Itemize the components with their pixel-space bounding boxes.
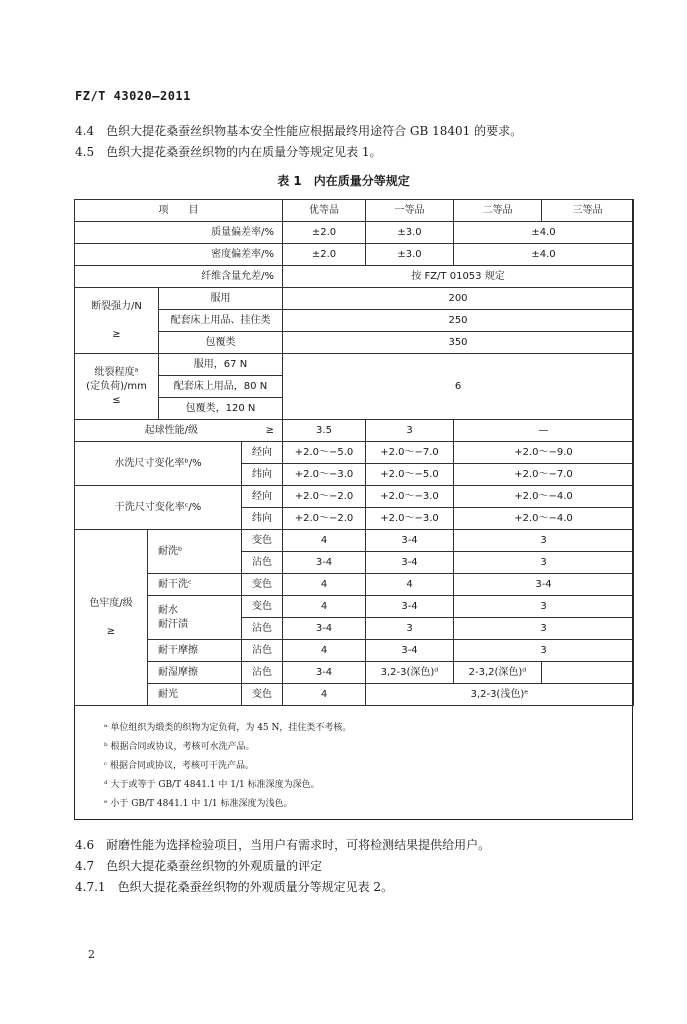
sub-label: 耐光 xyxy=(148,684,242,706)
cell: ±2.0 xyxy=(283,222,366,244)
cell: 3-4 xyxy=(366,530,454,552)
clause-4-7-1 xyxy=(75,878,393,895)
row-label: 质量偏差率/% xyxy=(75,222,283,244)
table-row xyxy=(75,420,634,442)
row-label xyxy=(75,420,283,442)
label-text: 断裂强力/N xyxy=(91,300,142,312)
cell: +2.0～−3.0 xyxy=(283,464,366,486)
table-row xyxy=(75,530,634,552)
clause-number: 4.7.1 xyxy=(75,880,106,894)
cell: +2.0～−4.0 xyxy=(454,486,634,508)
sub-label: 配套床上用品，80 N xyxy=(159,376,283,398)
clause-text: 色织大提花桑蚕丝织物的外观质量分等规定见表 2。 xyxy=(117,880,394,894)
cell: ±2.0 xyxy=(283,244,366,266)
table-row xyxy=(75,684,634,706)
clause-number: 4.6 xyxy=(75,838,95,852)
cell: 4 xyxy=(283,684,366,706)
cell: 3-4 xyxy=(366,552,454,574)
sub-label: 沾色 xyxy=(242,618,283,640)
label-text: 色牢度/级 xyxy=(89,597,133,609)
table-row xyxy=(75,222,634,244)
sub-label: 耐湿摩擦 xyxy=(148,662,242,684)
table-row xyxy=(75,662,634,684)
sub-label: 变色 xyxy=(242,684,283,706)
cell: 3 xyxy=(454,640,634,662)
sub-label: 纬向 xyxy=(242,508,283,530)
cell: — xyxy=(454,420,634,442)
table-row xyxy=(75,332,634,354)
sub-label: 包覆类 xyxy=(159,332,283,354)
label-text: 纰裂程度ᵃ xyxy=(94,366,139,378)
header-item: 项 目 xyxy=(75,200,283,222)
row-label xyxy=(75,530,148,706)
label-text: 耐水 xyxy=(158,604,178,616)
sub-label: 变色 xyxy=(242,530,283,552)
table-caption: 表 1 内在质量分等规定 xyxy=(277,174,410,188)
clause-4-5 xyxy=(75,143,382,160)
sub-label: 服用，67 N xyxy=(159,354,283,376)
clause-text: 色织大提花桑蚕丝织物的内在质量分等规定见表 1。 xyxy=(106,145,382,159)
label-text: ≥ xyxy=(112,328,121,340)
cell: 3-4 xyxy=(366,596,454,618)
cell: +2.0～−3.0 xyxy=(366,508,454,530)
cell xyxy=(542,662,634,684)
footnote: ᵈ 大于或等于 GB/T 4841.1 中 1/1 标准深度为深色。 xyxy=(104,780,320,790)
sub-label: 经向 xyxy=(242,486,283,508)
sub-label: 服用 xyxy=(159,288,283,310)
ge-sign: ≥ xyxy=(265,424,274,436)
sub-label: 耐干洗ᶜ xyxy=(148,574,242,596)
cell: 350 xyxy=(283,332,634,354)
footnote: ᵇ 根据合同或协议，考核可水洗产品。 xyxy=(104,742,255,752)
cell: 3 xyxy=(366,420,454,442)
row-label: 密度偏差率/% xyxy=(75,244,283,266)
clause-4-4 xyxy=(75,122,522,139)
cell: 200 xyxy=(283,288,634,310)
footnote: ᶜ 根据合同或协议，考核可干洗产品。 xyxy=(104,761,254,771)
cell: +2.0～−2.0 xyxy=(283,486,366,508)
quality-table xyxy=(74,199,634,706)
label-text: ≥ xyxy=(106,625,116,637)
sub-label: 配套床上用品、挂住类 xyxy=(159,310,283,332)
footnote: ᵉ 小于 GB/T 4841.1 中 1/1 标准深度为浅色。 xyxy=(104,799,293,809)
header-grade: 一等品 xyxy=(366,200,454,222)
cell: +2.0～−7.0 xyxy=(366,442,454,464)
clause-4-7 xyxy=(75,857,322,874)
cell: 3-4 xyxy=(366,640,454,662)
row-label xyxy=(75,354,159,420)
sub-label: 耐干摩擦 xyxy=(148,640,242,662)
cell: ±3.0 xyxy=(366,222,454,244)
cell: 2-3,2(深色)ᵈ xyxy=(454,662,542,684)
row-label xyxy=(75,288,159,354)
cell: 4 xyxy=(283,574,366,596)
sub-label: 经向 xyxy=(242,442,283,464)
cell: +2.0～−3.0 xyxy=(366,486,454,508)
table-row xyxy=(75,310,634,332)
cell: ±3.0 xyxy=(366,244,454,266)
table-row xyxy=(75,244,634,266)
clause-number: 4.5 xyxy=(75,145,95,159)
table-row xyxy=(75,354,634,376)
cell: +2.0～−4.0 xyxy=(454,508,634,530)
header-grade: 二等品 xyxy=(454,200,542,222)
table-row xyxy=(75,640,634,662)
cell: 250 xyxy=(283,310,634,332)
sub-label: 纬向 xyxy=(242,464,283,486)
cell: 4 xyxy=(366,574,454,596)
sub-label: 沾色 xyxy=(242,640,283,662)
cell: 4 xyxy=(283,530,366,552)
table-row xyxy=(75,442,634,464)
table-row xyxy=(75,574,634,596)
label-text: 耐汗渍 xyxy=(158,618,188,630)
cell: 3-4 xyxy=(283,552,366,574)
row-label: 干洗尺寸变化率ᶜ/% xyxy=(75,486,242,530)
row-label: 纤维含量允差/% xyxy=(75,266,283,288)
label-text: (定负荷)/mm ≤ xyxy=(86,380,157,406)
cell: 3.5 xyxy=(283,420,366,442)
footnote: ᵃ 单位组织为缎类的织物为定负荷，为 45 N，挂住类不考核。 xyxy=(104,723,352,733)
sub-label: 耐洗ᵇ xyxy=(148,530,242,574)
sub-label xyxy=(148,596,242,640)
sub-label: 变色 xyxy=(242,574,283,596)
cell: 3 xyxy=(454,618,634,640)
page-number: 2 xyxy=(88,948,95,961)
clause-text: 耐磨性能为选择检验项目，当用户有需求时，可将检测结果提供给用户。 xyxy=(106,838,491,852)
cell: +2.0～−7.0 xyxy=(454,464,634,486)
label-text: 起球性能/级 xyxy=(144,424,198,436)
cell: +2.0～−9.0 xyxy=(454,442,634,464)
cell: 4 xyxy=(283,640,366,662)
sub-label: 包覆类，120 N xyxy=(159,398,283,420)
sub-label: 变色 xyxy=(242,596,283,618)
row-label: 水洗尺寸变化率ᵇ/% xyxy=(75,442,242,486)
table-row xyxy=(75,486,634,508)
cell: 按 FZ/T 01053 规定 xyxy=(283,266,634,288)
cell: 3-4 xyxy=(283,662,366,684)
cell: 3-4 xyxy=(283,618,366,640)
clause-4-6 xyxy=(75,836,490,853)
cell: 6 xyxy=(283,354,634,420)
cell: 3-4 xyxy=(454,574,634,596)
cell: +2.0～−2.0 xyxy=(283,508,366,530)
table-notes xyxy=(74,709,633,820)
cell: 3,2-3(浅色)ᵉ xyxy=(366,684,634,706)
cell: 3 xyxy=(454,530,634,552)
cell: 3 xyxy=(366,618,454,640)
table-row xyxy=(75,266,634,288)
cell: +2.0～−5.0 xyxy=(283,442,366,464)
clause-number: 4.4 xyxy=(75,124,95,138)
cell: +2.0～−5.0 xyxy=(366,464,454,486)
table-row xyxy=(75,288,634,310)
cell: 3,2-3(深色)ᵈ xyxy=(366,662,454,684)
cell: ±4.0 xyxy=(454,244,634,266)
document-header: FZ/T 43020—2011 xyxy=(75,89,191,103)
sub-label: 沾色 xyxy=(242,552,283,574)
clause-number: 4.7 xyxy=(75,859,95,873)
clause-text: 色织大提花桑蚕丝织物基本安全性能应根据最终用途符合 GB 18401 的要求。 xyxy=(106,124,523,138)
cell: ±4.0 xyxy=(454,222,634,244)
cell: 4 xyxy=(283,596,366,618)
clause-text: 色织大提花桑蚕丝织物的外观质量的评定 xyxy=(106,859,323,873)
cell: 3 xyxy=(454,596,634,618)
sub-label: 沾色 xyxy=(242,662,283,684)
table-row xyxy=(75,596,634,618)
header-grade: 三等品 xyxy=(542,200,634,222)
cell: 3 xyxy=(454,552,634,574)
table-row xyxy=(75,200,634,222)
header-grade: 优等品 xyxy=(283,200,366,222)
